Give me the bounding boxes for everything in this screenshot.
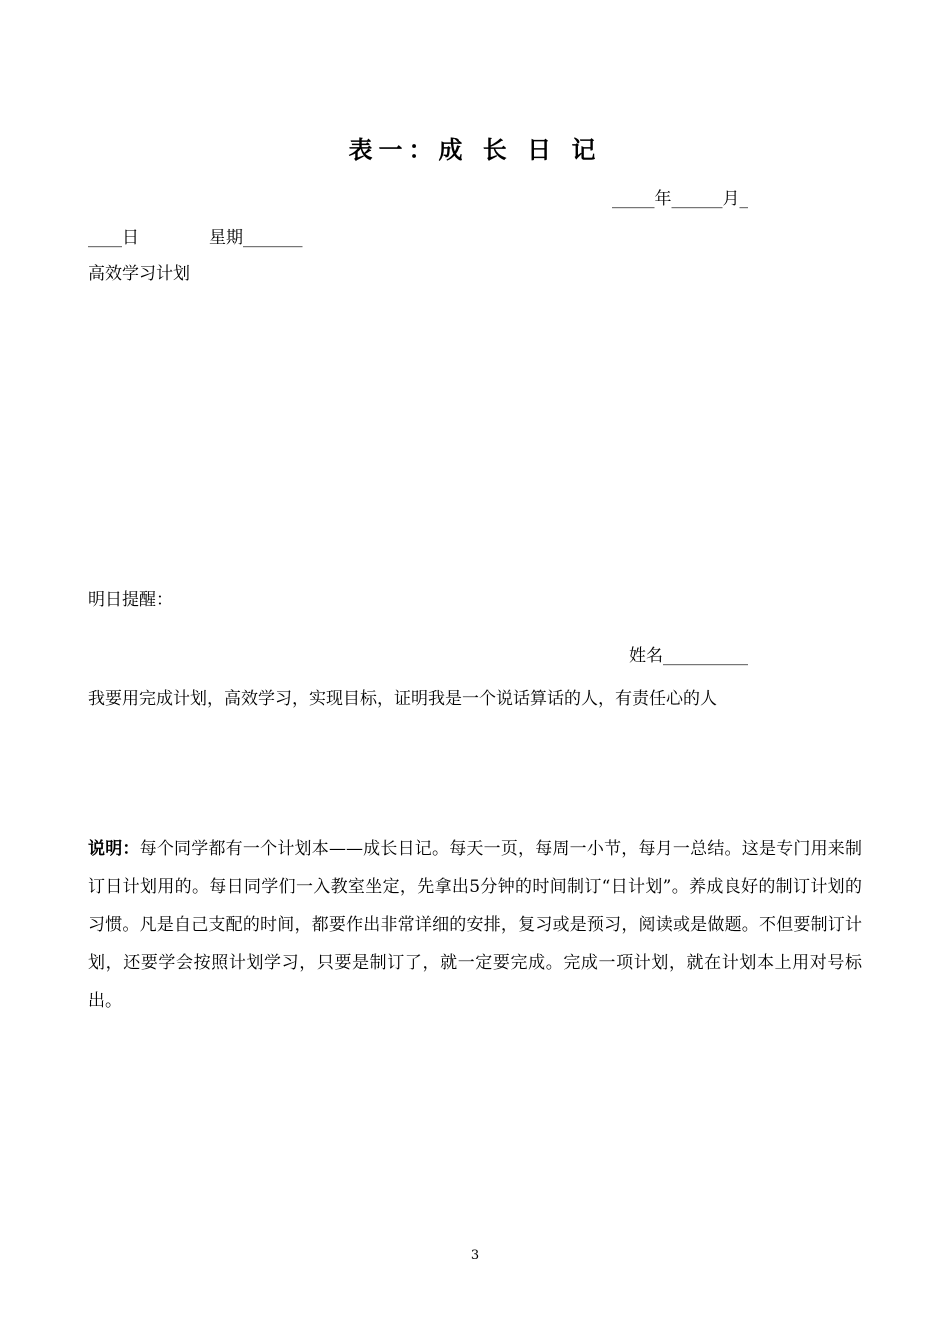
date-year-month-field: _____年______月_ [612, 189, 748, 209]
study-plan-label: 高效学习计划 [88, 264, 190, 284]
date-day-field: ____日 [88, 228, 139, 248]
pledge-statement: 我要用完成计划，高效学习，实现目标，证明我是一个说话算话的人，有责任心的人 [88, 689, 717, 709]
tomorrow-reminder-label: 明日提醒： [88, 590, 173, 610]
instructions-text: 每个同学都有一个计划本——成长日记。每天一页，每周一小节，每月一总结。这是专门用来制订日计划用的。每日同学们一入教室坐定，先拿出5分钟的时间制订“日计划”。养成良好的制订计划的习惯。凡是自己支配的时间，都要作出非常详细的安排，复习或是预习，阅读或是做题。不但要制订计划，还要学会按照计划学习，只要是制订了，就一定要完成。完成一项计划，就在计划本上用对号标出。 [88, 839, 863, 1011]
instructions-label: 说明： [88, 839, 140, 859]
page-number: 3 [470, 1248, 480, 1263]
date-day-weekday-row [88, 225, 303, 251]
page-title: 表一：成 长 日 记 [348, 135, 602, 164]
instructions-paragraph [88, 830, 862, 1020]
name-field: 姓名__________ [629, 646, 748, 666]
weekday-field: 星期_______ [209, 228, 303, 248]
